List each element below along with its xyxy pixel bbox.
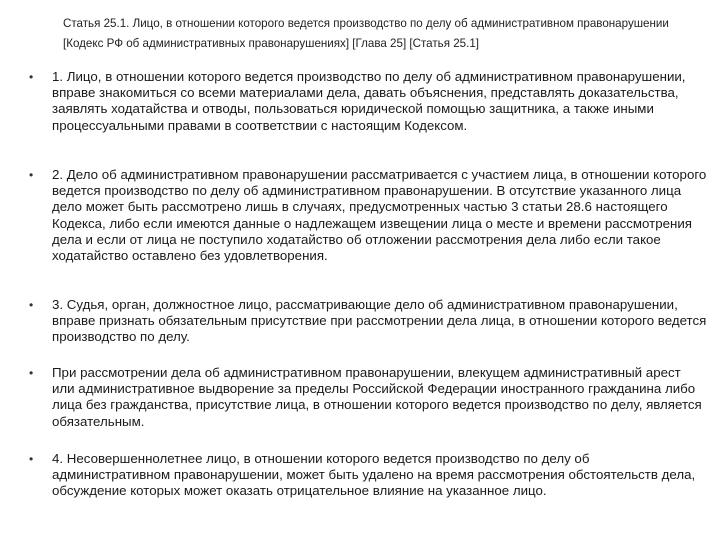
bullet-icon: • (29, 168, 34, 182)
list-item-text: 3. Судья, орган, должностное лицо, рассматривающие дело об административном правонарушении, вправе признать обязательным присутствие при рассмотрении дела лица, в отношении которого ведется производство по делу. (52, 297, 707, 345)
list-item-text: 1. Лицо, в отношении которого ведется производство по делу об административном правонарушении, вправе знакомиться со всеми материалами дела, давать объяснения, представлять доказательства, заявлять ходатайства и отводы, пользоваться юридической помощью защитника, а также иными процессуальными правами в соответствии с настоящим Кодексом. (52, 69, 686, 133)
article-title: Статья 25.1. Лицо, в отношении которого ведется производство по делу об административном правонарушении (63, 17, 669, 30)
bullet-icon: • (29, 70, 34, 84)
list-item-text: При рассмотрении дела об административном правонарушении, влекущем административный арест или административное выдворение за пределы Российской Федерации иностранного гражданина либо лица без гражданства, присутствие лица, в отношении которого ведется производство по делу, является обязательным. (52, 365, 702, 429)
bullet-icon: • (29, 366, 34, 380)
list-item-text: 2. Дело об административном правонарушении рассматривается с участием лица, в отношении которого ведется производство по делу об административном правонарушении. В отсутствие указанного лица дело может быть рассмотрено лишь в случаях, предусмотренных частью 3 статьи 28.6 настоящего Кодекса, либо если имеются данные о надлежащем извещении лица о месте и времени рассмотрения дела и если от лица не поступило ходатайство об отложении рассмотрения дела либо если такое ходатайство оставлено без удовлетворения. (52, 167, 707, 264)
bullet-icon: • (29, 298, 34, 312)
article-header (63, 14, 703, 54)
article-source-breadcrumb: [Кодекс РФ об административных правонарушениях] [Глава 25] [Статья 25.1] (63, 37, 479, 50)
bullet-icon: • (29, 452, 34, 466)
list-item-text: 4. Несовершеннолетнее лицо, в отношении которого ведется производство по делу об административном правонарушении, может быть удалено на время рассмотрения обстоятельств дела, обсуждение которых может оказать отрицательное влияние на указанное лицо. (52, 451, 696, 499)
